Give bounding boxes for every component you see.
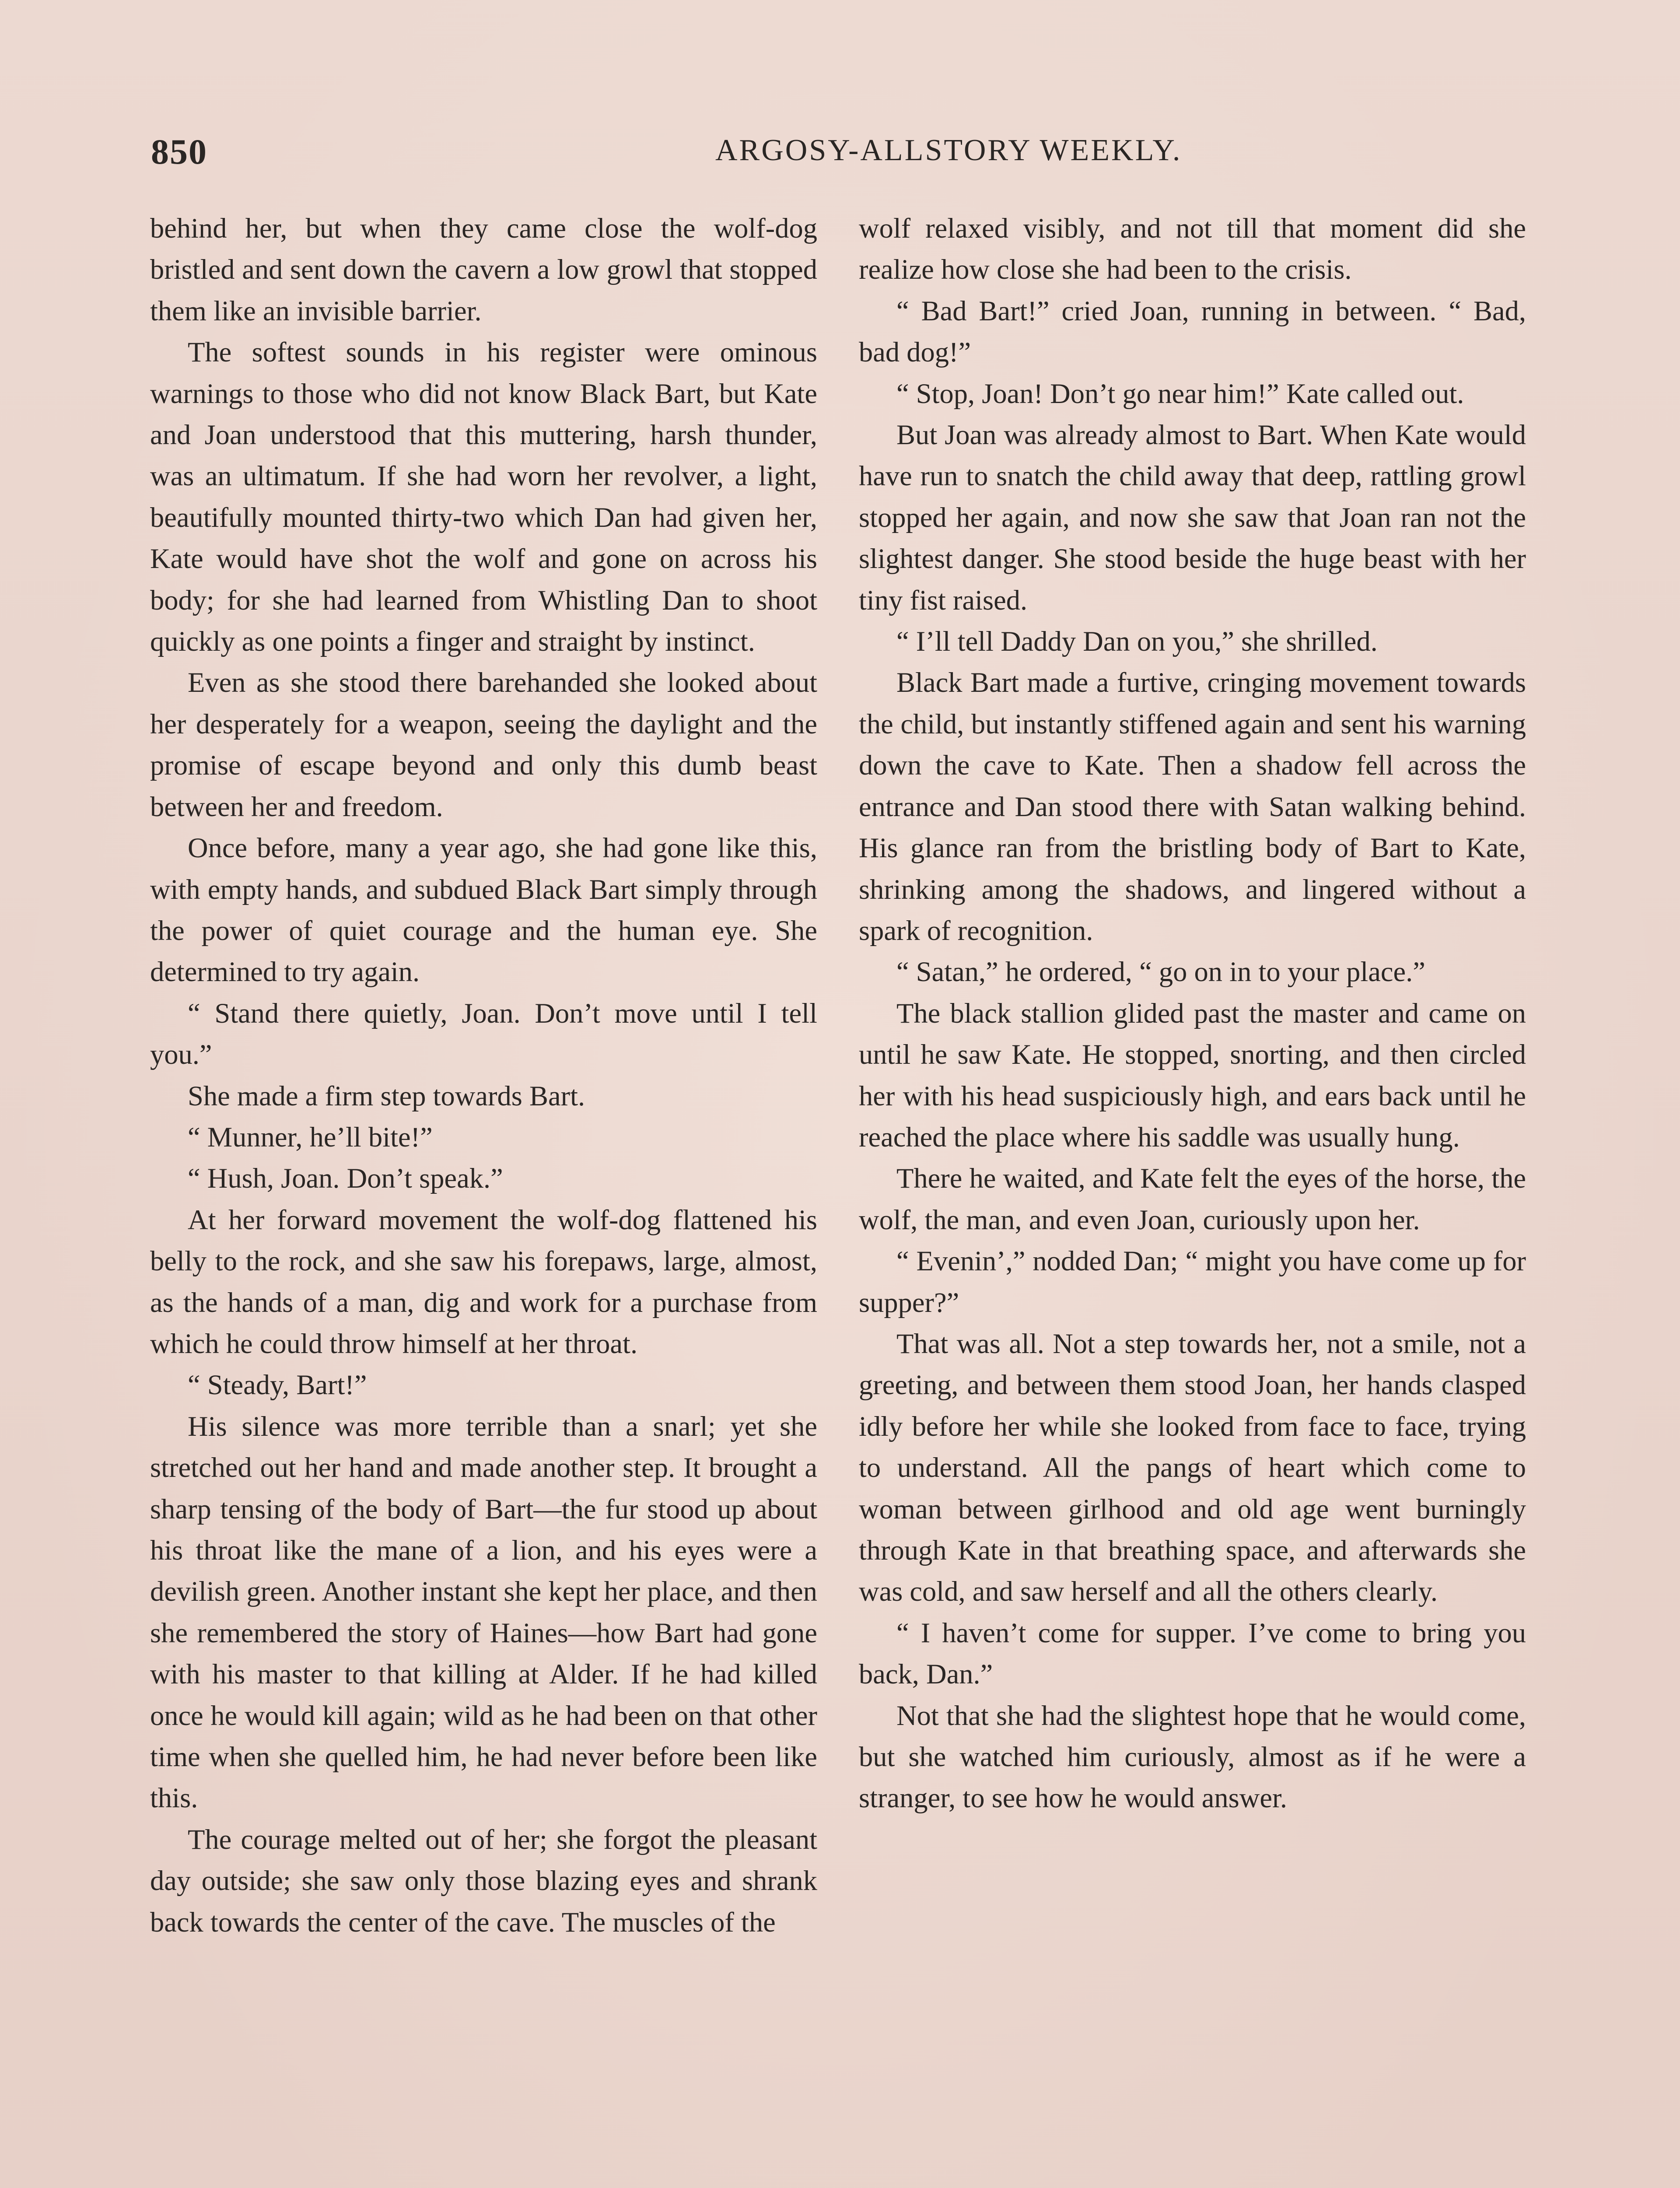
paragraph: The black stallion glided past the master and came on until he saw Kate. He stopped, snorting, and then circled her with his head suspiciously high, and ears back until he reached the place where his saddle was usually hung. bbox=[859, 997, 1526, 1153]
paragraph: “ Stop, Joan! Don’t go near him!” Kate called out. bbox=[896, 378, 1464, 409]
paragraph: That was all. Not a step towards her, not a smile, not a greeting, and between them stood Joan, her hands clasped idly before her while she looked from face to face, trying to understand. All the pangs of heart which come to woman between girlhood and old age went burningly through Kate in that breathing space, and afterwards she was cold, and saw herself and all the others clearly. bbox=[859, 1328, 1526, 1607]
paragraph: behind her, but when they came close the wolf-dog bristled and sent down the cavern a low growl that stopped them like an invisible barrier. bbox=[150, 213, 817, 326]
paragraph: “ Steady, Bart!” bbox=[188, 1369, 367, 1401]
paragraph: “ Bad Bart!” cried Joan, running in between. “ Bad, bad dog!” bbox=[859, 295, 1526, 368]
paragraph: “ Hush, Joan. Don’t speak.” bbox=[188, 1163, 503, 1194]
paragraph: Once before, many a year ago, she had gone like this, with empty hands, and subdued Black Bart simply through the power of quiet courage and the human eye. She determined to try again. bbox=[150, 832, 817, 988]
paragraph: His silence was more terrible than a snarl; yet she stretched out her hand and made another step. It brought a sharp tensing of the body of Bart—the fur stood up about his throat like the mane of a lion, and his eyes were a devilish green. Another instant she kept her place, and then she remembered the story of Haines—how Bart had gone with his master to that killing at Alder. If he had killed once he would kill again; wild as he had been on that other time when she quelled him, he had never before been like this. bbox=[150, 1410, 817, 1814]
magazine-title: ARGOSY-ALLSTORY WEEKLY. bbox=[715, 133, 1182, 167]
paragraph: Black Bart made a furtive, cringing movement towards the child, but instantly stiffened again and sent his warning down the cave to Kate. Then a shadow fell across the entrance and Dan stood there with Satan walking behind. His glance ran from the bristling body of Bart to Kate, shrinking among the shadows, and lingered without a spark of recognition. bbox=[859, 667, 1526, 946]
text-column-right bbox=[859, 208, 1526, 1819]
paragraph: The courage melted out of her; she forgot the pleasant day outside; she saw only those blazing eyes and shrank back towards the center of the cave. The muscles of the bbox=[150, 1823, 817, 1938]
paragraph: But Joan was already almost to Bart. When Kate would have run to snatch the child away that deep, rattling growl stopped her again, and now she saw that Joan ran not the slightest danger. She stood beside the huge beast with her tiny fist raised. bbox=[859, 419, 1526, 616]
paragraph: wolf relaxed visibly, and not till that moment did she realize how close she had been to the crisis. bbox=[859, 213, 1526, 285]
paragraph: The softest sounds in his register were ominous warnings to those who did not know Black Bart, but Kate and Joan understood that this muttering, harsh thunder, was an ultimatum. If she had worn her revolver, a light, beautifully mounted thirty-two which Dan had given her, Kate would have shot the wolf and gone on across his body; for she had learned from Whistling Dan to shoot quickly as one points a finger and straight by instinct. bbox=[150, 337, 817, 657]
page-header bbox=[151, 131, 1533, 179]
paragraph: “ Munner, he’ll bite!” bbox=[188, 1121, 433, 1153]
paragraph: There he waited, and Kate felt the eyes of the horse, the wolf, the man, and even Joan, curiously upon her. bbox=[859, 1163, 1526, 1235]
paragraph: “ Evenin’,” nodded Dan; “ might you have come up for supper?” bbox=[859, 1245, 1526, 1318]
paragraph: “ I’ll tell Daddy Dan on you,” she shrilled. bbox=[896, 626, 1378, 657]
paragraph: Not that she had the slightest hope that he would come, but she watched him curiously, almost as if he were a stranger, to see how he would answer. bbox=[859, 1700, 1526, 1814]
text-column-left bbox=[150, 208, 817, 1943]
paragraph: At her forward movement the wolf-dog flattened his belly to the rock, and she saw his forepaws, large, almost, as the hands of a man, dig and work for a purchase from which he could throw himself at her throat. bbox=[150, 1204, 817, 1359]
paragraph: “ I haven’t come for supper. I’ve come to bring you back, Dan.” bbox=[859, 1617, 1526, 1690]
page-number: 850 bbox=[151, 132, 207, 172]
paragraph: Even as she stood there barehanded she looked about her desperately for a weapon, seeing the daylight and the promise of escape beyond and only this dumb beast between her and freedom. bbox=[150, 667, 817, 822]
paragraph: She made a firm step towards Bart. bbox=[188, 1080, 585, 1112]
paragraph: “ Stand there quietly, Joan. Don’t move until I tell you.” bbox=[150, 997, 817, 1070]
paragraph: “ Satan,” he ordered, “ go on in to your place.” bbox=[896, 956, 1425, 988]
